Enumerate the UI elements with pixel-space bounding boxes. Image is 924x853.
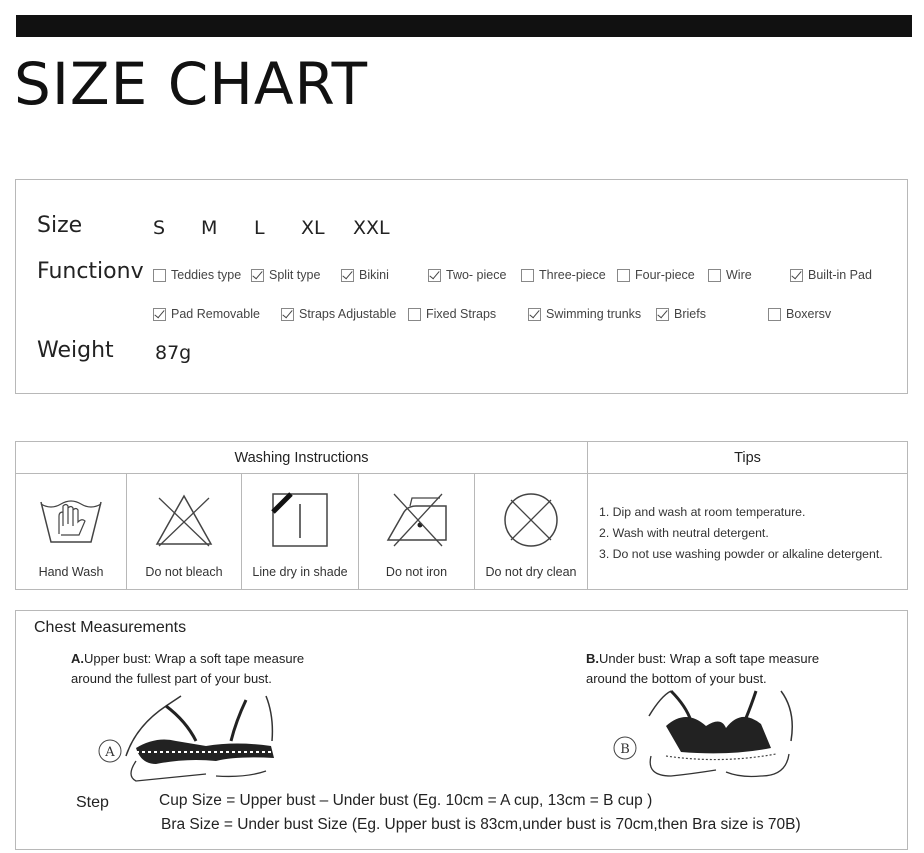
size-option: XL xyxy=(301,217,325,239)
function-option[interactable] xyxy=(790,268,872,282)
chest-panel xyxy=(15,610,908,850)
under-bust-line1: Under bust: Wrap a soft tape measure xyxy=(599,651,820,666)
wash-label: Do not iron xyxy=(385,565,448,579)
function-option[interactable] xyxy=(153,268,241,282)
function-option-label: Fixed Straps xyxy=(426,307,497,321)
checkbox[interactable] xyxy=(768,308,781,321)
hand-wash-icon xyxy=(37,492,105,548)
function-option-label: Split type xyxy=(269,268,321,282)
no-iron-icon xyxy=(384,492,450,548)
cup-size-formula: Cup Size = Upper bust – Under bust (Eg. 10cm = A cup, 13cm = B cup ) xyxy=(159,792,653,809)
function-option[interactable] xyxy=(521,268,606,282)
top-bar xyxy=(16,15,912,37)
wash-cell xyxy=(359,474,475,590)
step-label: Step xyxy=(76,794,109,811)
function-option-label: Bikini xyxy=(359,268,389,282)
upper-bust-description xyxy=(71,649,304,688)
marker-b: B xyxy=(620,742,630,757)
upper-bust-illustration xyxy=(96,686,296,786)
under-bust-prefix: B. xyxy=(586,651,599,666)
size-option: M xyxy=(201,217,218,239)
under-bust-description xyxy=(586,649,819,688)
weight-value: 87g xyxy=(155,342,192,364)
checkbox[interactable] xyxy=(528,308,541,321)
under-bust-line2: around the bottom of your bust. xyxy=(586,670,767,686)
tips-list xyxy=(599,502,883,565)
wash-cell xyxy=(475,474,588,590)
function-option-label: Teddies type xyxy=(171,268,242,282)
checkbox[interactable] xyxy=(790,269,803,282)
function-option[interactable] xyxy=(528,307,641,321)
function-option[interactable] xyxy=(768,307,831,321)
function-option-label: Three-piece xyxy=(539,268,606,282)
wash-cell xyxy=(127,474,242,590)
function-option-label: Briefs xyxy=(674,307,706,321)
wash-cell xyxy=(16,474,127,590)
function-option[interactable] xyxy=(281,307,396,321)
under-bust-illustration xyxy=(611,686,821,786)
checkbox[interactable] xyxy=(153,269,166,282)
function-option[interactable] xyxy=(408,307,496,321)
checkbox[interactable] xyxy=(153,308,166,321)
upper-bust-line2: around the fullest part of your bust. xyxy=(71,670,272,686)
wash-label: Line dry in shade xyxy=(252,565,348,579)
marker-a: A xyxy=(105,745,115,760)
size-option: XXL xyxy=(353,217,390,239)
function-option[interactable] xyxy=(617,268,695,282)
function-option-label: Two- piece xyxy=(446,268,507,282)
checkbox[interactable] xyxy=(617,269,630,282)
washing-header: Washing Instructions xyxy=(16,442,588,474)
size-option: S xyxy=(153,217,166,239)
checkbox[interactable] xyxy=(251,269,264,282)
function-option-label: Wire xyxy=(726,268,752,282)
no-bleach-icon xyxy=(153,492,215,548)
size-label: Size xyxy=(37,213,83,238)
function-option-label: Four-piece xyxy=(635,268,695,282)
specs-panel xyxy=(15,179,908,394)
bra-size-formula: Bra Size = Under bust Size (Eg. Upper bust is 83cm,under bust is 70cm,then Bra size is 70B) xyxy=(161,816,801,833)
function-option[interactable] xyxy=(153,307,260,321)
size-option: L xyxy=(254,217,265,239)
function-option-label: Swimming trunks xyxy=(546,307,642,321)
weight-label: Weight xyxy=(37,338,114,363)
tips-header: Tips xyxy=(588,442,907,474)
function-option[interactable] xyxy=(341,268,389,282)
function-option[interactable] xyxy=(251,268,320,282)
checkbox[interactable] xyxy=(428,269,441,282)
wash-label: Hand Wash xyxy=(38,565,104,579)
wash-cell xyxy=(242,474,359,590)
checkbox[interactable] xyxy=(656,308,669,321)
line-dry-shade-icon xyxy=(271,492,329,548)
tip-item: 2. Wash with neutral detergent. xyxy=(599,526,769,540)
function-label: Functionv xyxy=(37,259,144,284)
checkbox[interactable] xyxy=(521,269,534,282)
page-title: SIZE CHART xyxy=(14,50,369,118)
checkbox[interactable] xyxy=(341,269,354,282)
washing-panel xyxy=(15,441,908,590)
function-option-label: Built-in Pad xyxy=(808,268,872,282)
function-option-label: Boxersv xyxy=(786,307,832,321)
tip-item: 1. Dip and wash at room temperature. xyxy=(599,505,806,519)
function-option[interactable] xyxy=(656,307,706,321)
tip-item: 3. Do not use washing powder or alkaline detergent. xyxy=(599,547,883,561)
function-option[interactable] xyxy=(708,268,752,282)
upper-bust-prefix: A. xyxy=(71,651,84,666)
chest-title: Chest Measurements xyxy=(34,619,187,636)
upper-bust-line1: Upper bust: Wrap a soft tape measure xyxy=(84,651,305,666)
function-option-label: Straps Adjustable xyxy=(299,307,397,321)
no-dry-clean-icon xyxy=(501,492,561,548)
wash-label: Do not bleach xyxy=(145,565,223,579)
function-option[interactable] xyxy=(428,268,506,282)
function-option-label: Pad Removable xyxy=(171,307,260,321)
checkbox[interactable] xyxy=(708,269,721,282)
wash-label: Do not dry clean xyxy=(485,565,577,579)
checkbox[interactable] xyxy=(281,308,294,321)
checkbox[interactable] xyxy=(408,308,421,321)
